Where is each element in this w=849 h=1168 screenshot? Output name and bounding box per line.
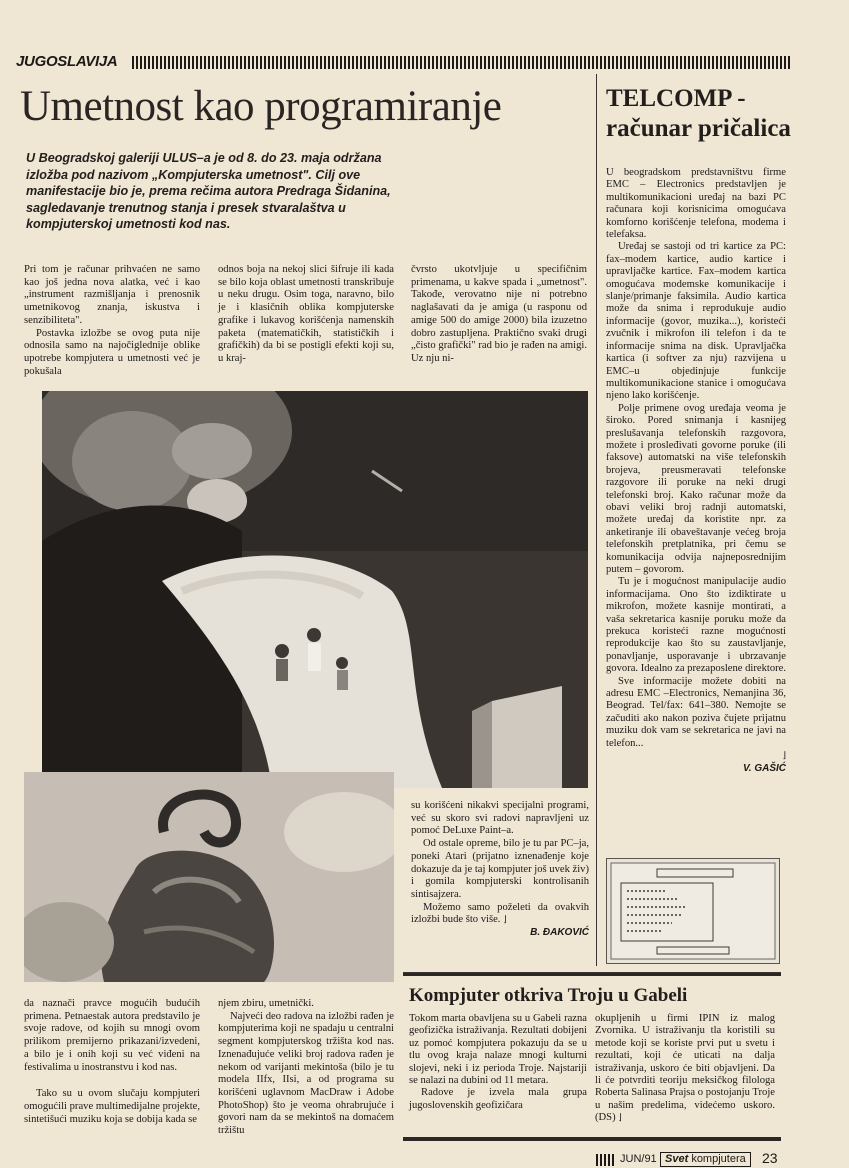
article-column-3-continued — [411, 800, 589, 940]
box-top-rule — [403, 973, 781, 976]
magazine-name-part1: Svet — [665, 1153, 689, 1165]
paragraph-text: okupljenih u firmi IPIN iz malog Zvornika. U istraživanju tla koristili su metode koji se koriste prvi put u svetu i rezultati, koji će uticati na dalja istraživanja, uskoro će biti objavljeni. Da li će potvrditi teoriju meksičkog filologa Roberta Salinasa Prajsa o postojanju Troje u našim predelima, videćemo uskoro. (DS) — [595, 1013, 775, 1124]
article-title: Umetnost kao programiranje — [20, 83, 502, 130]
article-column-2 — [218, 264, 394, 366]
box-article — [403, 972, 781, 1141]
screen-mockup — [607, 859, 779, 963]
paragraph: U beogradskom predstavništvu firme EMC – Electronics predstavljen je multikomunikacioni uređaj na bazi PC računara koji korisnicima omogućava komforno korišćenje telefona, modema i telefaksa. — [606, 167, 786, 241]
paragraph-text: Možemo samo poželeti da ovakvih izložbi bude što više. — [411, 901, 589, 926]
paragraph: Polje primene ovog uređaja veoma je široko. Pored snimanja i kasnijeg preslušavanja telefonskih razgovora, možete i prosleđivati govorne poruke (ili faksove) automatski na više telefonskih brojeva, preusmeravati telefonske razgovore ili poruke na neki drugi telefonski broj. Kako računar može da obavi veliki broj radnji automatski, možete uređaj da koristite npr. za anketiranje ili obaveštavanje većeg broja telefonskih pretplatnika, pri čemu se komunikacija odvija najneposrednijim putem – govorom. — [606, 402, 786, 575]
end-mark: ⌋ — [618, 1113, 622, 1124]
paragraph: Pri tom je računar prihvaćen ne samo kao još jedna nova alatka, već i kao „instrument razmišljanja i prenosnik umetnikovog znanja, iskustva i senzibiliteta". — [24, 264, 200, 326]
sidebar-body — [606, 167, 786, 775]
box-title: Kompjuter otkriva Troju u Gabeli — [409, 985, 688, 1006]
paragraph — [595, 1013, 775, 1125]
footer-date: JUN/91 — [620, 1153, 657, 1165]
paragraph — [411, 902, 589, 927]
artwork-illustration-2 — [24, 772, 394, 982]
paragraph: da naznači pravce mogućih budućih primena. Petnaestak autora predstavilo je svoje radove, od kojih su mnogi ovom prilikom premijerno prikazani/izvedeni, a bilo je i onih koji su već viđeni na festivalima u inostranstvu i kod nas. — [24, 998, 200, 1073]
article-lead: U Beogradskoj galeriji ULUS–a je od 8. do 23. maja održana izložba pod nazivom „Kompjuterska umetnost". Cilj ove manifestacije bio je, prema rečima autora Predraga Šidanina, sagledavanje trenutnog stanja i presek stvaralaštva u kompjuterskoj umetnosti kod nas. — [26, 151, 391, 231]
artwork-image-small — [24, 772, 394, 982]
artwork-image-large — [42, 391, 588, 788]
box-column-1 — [409, 1013, 587, 1112]
magazine-name-part2: kompjutera — [691, 1153, 746, 1165]
software-screenshot — [606, 858, 780, 964]
end-mark: ⌋ — [503, 915, 507, 926]
column-divider — [596, 74, 597, 966]
paragraph: Sve informacije možete dobiti na adresu EMC –Electronics, Nemanjina 36, Beograd. Tel/fax: 641–380. Nemojte se začuditi ako nakon poziva čujete prijatnu muziku dok vam se sekretarica ne javi na telefon... — [606, 675, 786, 749]
footer-magazine — [660, 1152, 751, 1167]
page-number: 23 — [762, 1150, 778, 1166]
paragraph: Radove je izvela mala grupa jugoslovenskih geofizičara — [409, 1087, 587, 1111]
paragraph: Najveći deo radova na izložbi rađen je kompjuterima koji ne spadaju u centralni segment kompjuterskog tržišta kod nas. Iznenađujuće veliki broj radova rađen je nekom od varijanti mekintoša (bilo je tu modela IIfx, IIsi, a od programa su korišćeni uglavnom MacDraw i Adobe PhotoShop) što je veoma ohrabrujuće i govori nam da se mekintoš na domaćem tržištu — [218, 1010, 394, 1137]
paragraph: Postavka izložbe se ovog puta nije odnosila samo na najočiglednije oblike upotrebe kompjutera u umetnosti već je pokušala — [24, 327, 200, 377]
paragraph: Uređaj se sastoji od tri kartice za PC: fax–modem kartice, audio kartice i upravljačke kartice. Fax–modem kartica omogućava modemske komunikacije i slanje/primanje faksimila. Audio kartica može da snima i reprodukuje audio informacije (govor, muzika...), koristeći zvučnik i mikrofon ili telefon i da te informacije snima na disk. Upravljačka kartica (i softver za nju) razvijena u EMC–u objedinjuje funkcije multikomunikacione stanice i omogućava njeno lako korišćenje. — [606, 241, 786, 402]
paragraph: Tu je i mogućnost manipulacije audio informacijama. Ono što izdiktirate u mikrofon, možete kasnije montirati, a vaša sekretarica kasnije poruku može da prekuca koristeći razne mogućnosti reprodukcije kao što su zaustavljanje, ponavljanje, usporavanje i ubrzavanje govora. Idealno za prezaposlene direktore. — [606, 576, 787, 675]
sidebar-end — [606, 750, 786, 762]
box-bottom-rule — [403, 1137, 781, 1141]
article-column-1 — [24, 264, 200, 378]
box-column-2 — [595, 1013, 775, 1125]
paragraph: njem zbiru, umetnički. — [218, 998, 314, 1009]
sidebar-title — [606, 84, 792, 144]
article-column-bottom-2 — [218, 998, 394, 1138]
paragraph: Tako su u ovom slučaju kompjuteri omogućili prave multimedijalne projekte, sintetišući muziku koja se dobija kada se — [24, 1088, 200, 1125]
author-byline: B. ĐAKOVIĆ — [530, 927, 589, 939]
section-label: JUGOSLAVIJA — [16, 53, 118, 70]
header-stripe-bar — [132, 56, 792, 69]
article-column-bottom-1 — [24, 998, 200, 1126]
sidebar-title-line-2: računar pričalica — [606, 115, 791, 142]
end-mark: ⌋ — [782, 751, 786, 762]
sidebar-title-line-1: TELCOMP - — [606, 85, 746, 112]
footer-stripe — [596, 1154, 616, 1166]
article-column-3 — [411, 264, 587, 366]
paragraph: su korišćeni nikakvi specijalni programi, već su skoro svi radovi napravljeni uz pomoć DeLuxe Paint–a. — [411, 800, 589, 837]
paragraph: Od ostale opreme, bilo je tu par PC–ja, poneki Atari (prijatno iznenađenje koje dokazuje da je taj kompjuter još uvek živ) i gomila kompjuterski kontrolisanih sintisajzera. — [411, 838, 589, 900]
sidebar-author: V. GAŠIĆ — [743, 762, 786, 774]
artwork-illustration — [42, 391, 588, 788]
paragraph: čvrsto ukotvljuje u specifičnim primenama, u kakve spada i „umetnost". Takođe, verovatno nije ni potrebno naglašavati da je amiga (u rasponu od amige 500 do amige 2000) bila izuzetno dobro zastupljena. Praktično svaki drugi „čisto grafički" rad bio je rađen na amigi. Uz nju ni- — [411, 264, 587, 364]
paragraph: Tokom marta obavljena su u Gabeli razna geofizička istraživanja. Rezultati dobijeni uz pomoć kompjutera pokazuju da se u tlu ovog kraja nalaze mnogi kulturni slojevi, neki i iz perioda Troje. Najstariji se nalazi na dubini od 11 metara. — [409, 1013, 587, 1087]
paragraph: odnos boja na nekoj slici šifruje ili kada se bilo koja oblast umetnosti transkribuje u neku drugu. Osim toga, naravno, bilo je i klasičnih oblika kompjuterske grafike i lukavog korišćenja namenskih paketa (matematičkih, statističkih i grafičkih) da bi se postigli efekti koji su, u kraj- — [218, 264, 394, 364]
